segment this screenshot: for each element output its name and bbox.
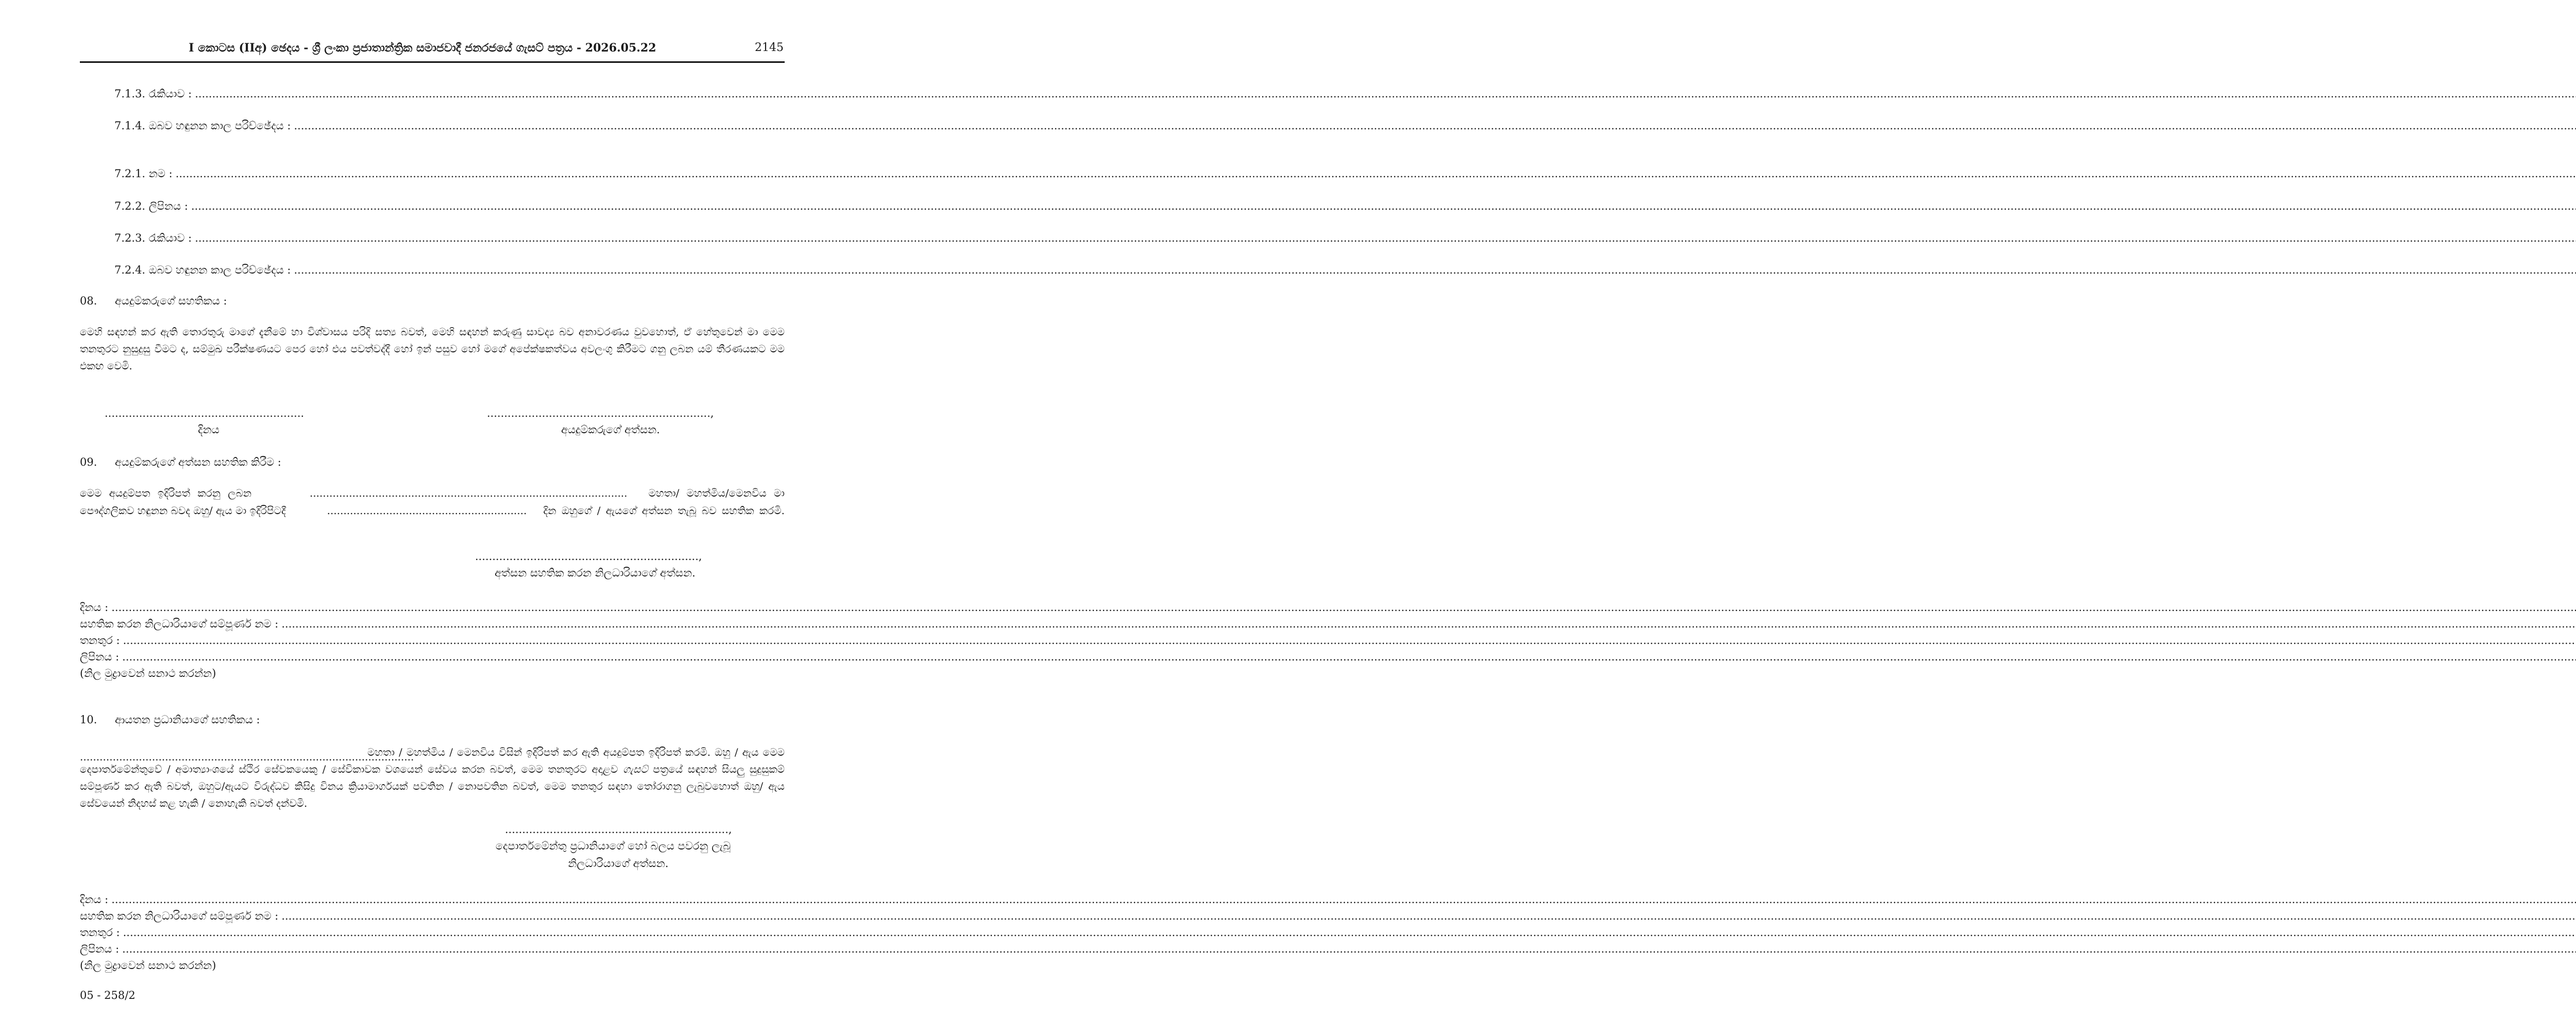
section-10-date-field: දිනය : ..... [80,891,307,908]
head-signature-caption-line-1: දෙපාර්තමේන්තු ප්‍රධානියාගේ හෝ බලය පවරනු ලැබූ [495,840,731,852]
section-09-seal-note: (නිල මුද්‍රාවෙන් සනාථ කරන්න) [80,667,216,680]
referee-field-7-1-3: 7.1.3. රැකියාව : ..... [114,88,785,100]
section-08-heading: 08. අයදුම්කරුගේ සහතිකය : [80,295,227,307]
applicant-name-blank: ................................................................................................. [309,487,628,499]
section-09-officer-name-field: සහතික කරන නිලධාරියාගේ සම්පූර්ණ නම : ..... [80,616,459,632]
page-number: 2145 [755,41,784,54]
head-signature-line: ................................................................., [505,823,732,836]
section-09-heading: 09. අයදුම්කරුගේ අත්සන සහතික කිරීම : [80,456,281,468]
applicant-signature-line: ................................................................., [487,407,714,419]
applicant-date-caption: දිනය [198,423,219,436]
section-10-seal-note: (නිල මුද්‍රාවෙන් සනාථ කරන්න) [80,959,216,972]
employee-name-blank: ...................................................................................................... [80,751,414,763]
section-08-declaration-text: මෙහි සඳහන් කර ඇති තොරතුරු මාගේ දැනීමේ හා විශ්වාසය පරිදි සත්‍ය බවත්, මෙහි සඳහන් කරුණු සාවද්‍ය බව අනාවරණය වුවහොත්, ඒ හේතුවෙන් මා මෙම තනතුරට නුසුදුසු වීමට ද, සම්මුඛ පරීක්ෂණයට පෙර හෝ එය පවත්වද්දී හෝ ඉන් පසුව හෝ මගේ අපේක්ෂකත්වය අවලංගු කිරීමට ගනු ලබන යම් තීරණයකට මම එකඟ වෙමි. [80,326,785,372]
certifier-signature-line: ................................................................., [475,550,702,563]
section-10-officer-name-field: සහතික කරන නිලධාරියාගේ සම්පූර්ණ නම : ..... [80,908,459,924]
section-09-date-field: දිනය : ..... [80,599,307,616]
head-signature-caption-line-2: නිලධාරියාගේ අත්සන. [568,857,669,870]
certifier-signature-caption: අත්සන සහතික කරන නිලධාරියාගේ අත්සන. [495,567,696,579]
section-09-address-field: ලිපිනය : ..... [80,649,302,665]
gazette-header-title: I කොටස (IIඅ) ඡෙදය - ශ්‍රී ලංකා ප්‍රජාතාන්ත්‍රික සමාජවාදී ජනරජයේ ගැසට් පත්‍රය - 2026.05.22 [189,41,656,55]
referee-field-7-2-4: 7.2.4. ඔබව හඳුනන කාල පරිච්ඡේදය : ..... [114,264,782,277]
section-10-heading: 10. ආයතන ප්‍රධානියාගේ සහතිකය : [80,714,260,726]
section-09-designation-field: තනතුර : ..... [80,632,303,649]
section-10-designation-field: තනතුර : ..... [80,924,303,941]
applicant-signature-caption: අයදුම්කරුගේ අත්සන. [561,423,660,436]
section-10-certificate-text: ...................................................................................................... මහතා / මහත්මිය / මෙනවිය විසින් ඉදිරිපත් කර ඇති අයදුම්පත ඉදිරිපත් කරමි. ඔහු / ඇය මෙම දෙපාර්තමේන්තුවේ / අමාත්‍යාංශයේ ස්ථිර සේවකයෙකු / සේවිකාවක වශයෙන් සේවය කරන බවත්, මෙම තනතුරට අදාළව ගැසට් පත්‍රයේ සඳහන් සියලු සුදුසුකම් සම්පූර්ණ කර ඇති බවත්, ඔහුට/ඇයට විරුද්ධව කිසිදු විනය ක්‍රියාමාර්ගයක් පවතින / නොපවතින බවත්, මෙම තනතුර සඳහා තෝරාගනු ලැබුවහොත් ඔහු/ ඇය සේවයෙන් නිදහස් කළ හැකි / නොහැකි බවත් දන්වමි. [80,746,785,809]
section-10-address-field: ලිපිනය : ..... [80,941,302,957]
section-09-text-line-2: පෞද්ගලිකව හඳුනන බවද ඔහු/ ඇය මා ඉදිරිපිටදී ............................................................. දින ඔහුගේ / ඇයගේ අත්සන තැබූ බව සහතික කරමි. [80,504,785,517]
gazette-reference-code: 05 - 258/2 [80,989,135,1001]
referee-field-7-2-3: 7.2.3. රැකියාව : ..... [114,232,785,245]
referee-field-7-2-2: 7.2.2. ලිපිනය : ..... [114,200,785,213]
header-rule [80,61,785,63]
referee-field-7-1-4: 7.1.4. ඔබව හඳුනන කාල පරිච්ඡේදය : ..... [114,120,782,132]
section-09-text-line-1: මෙම අයදුම්පත ඉදිරිපත් කරනු ලබන ................................................................................................. මහතා/ මහත්මිය/මෙනවිය මා [80,487,785,499]
referee-field-7-2-1: 7.2.1. නම : ..... [114,167,785,180]
applicant-date-line: .......................................................... [105,407,304,419]
signing-date-blank: ............................................................. [327,504,527,517]
